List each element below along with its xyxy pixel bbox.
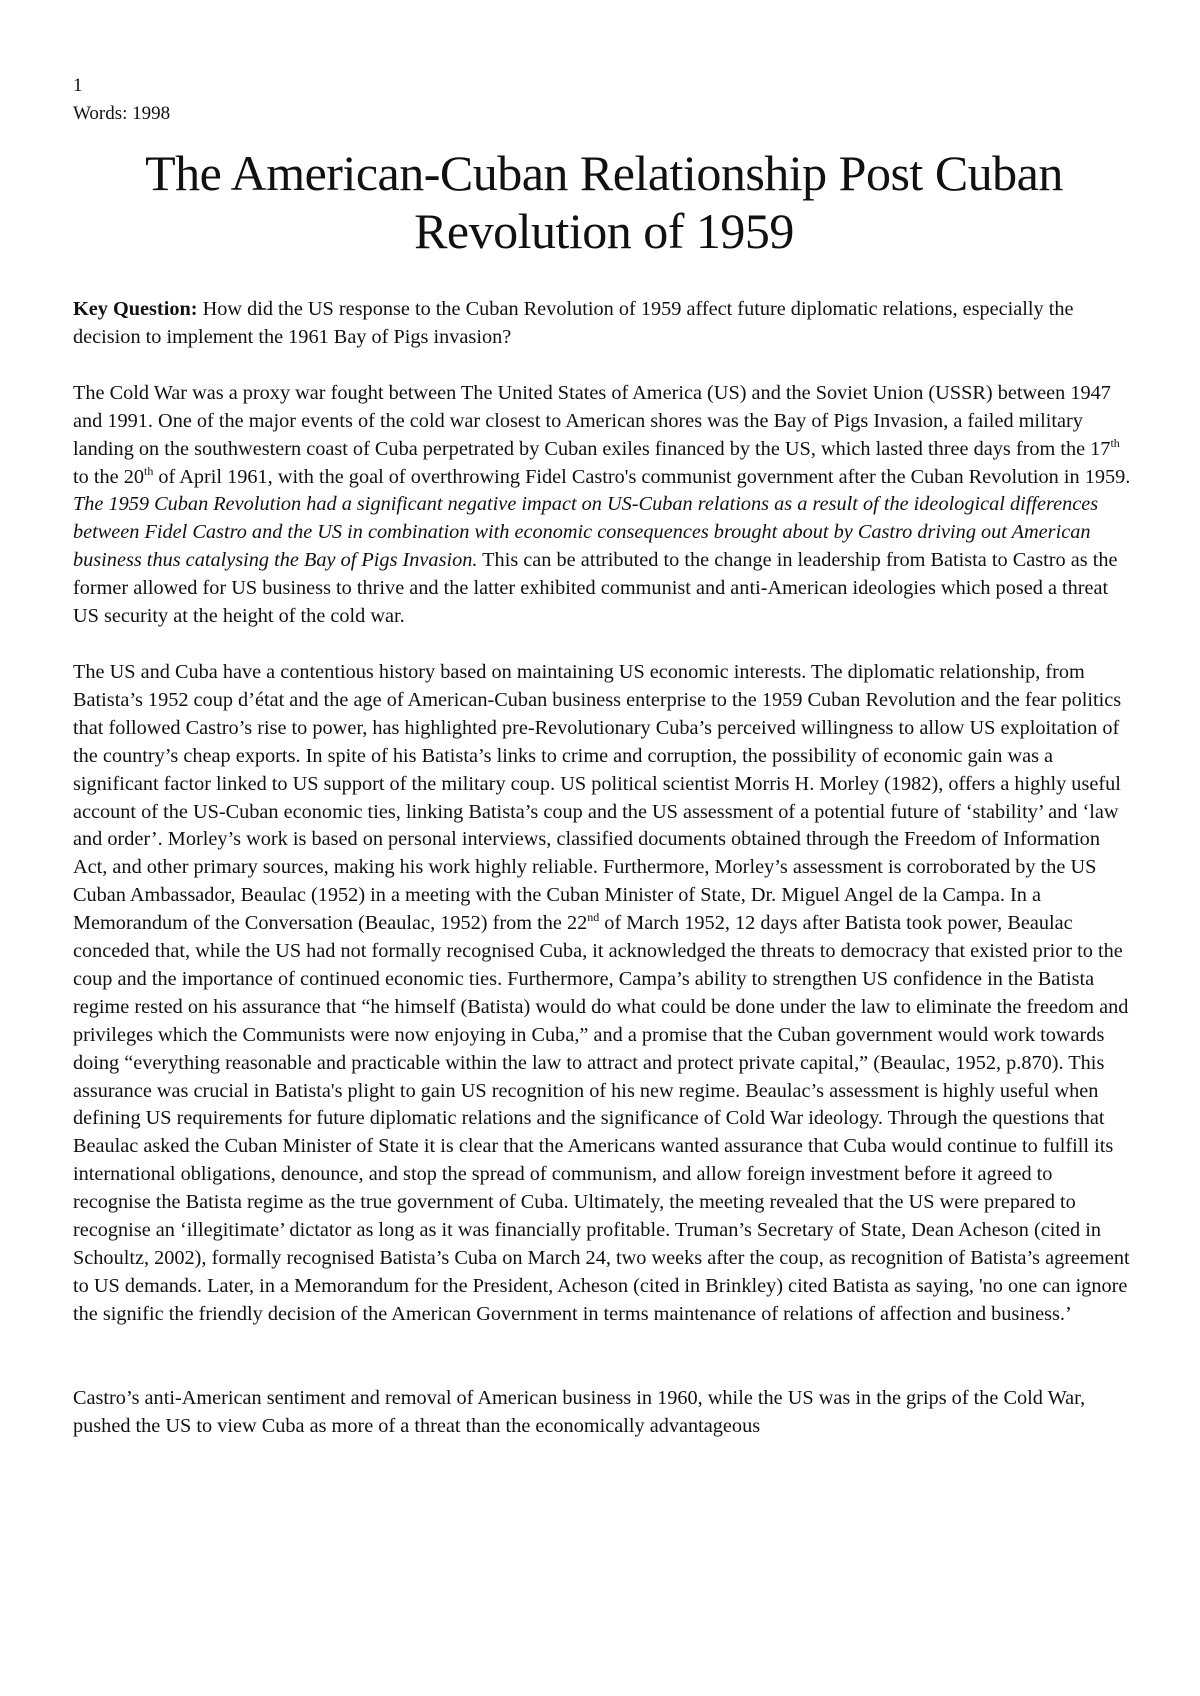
intro-text-c: of April 1961, with the goal of overthrowing Fidel Castro's communist government after the Cuban Revolution in 1959. [153, 465, 1131, 488]
history-text-b: of March 1952, 12 days after Batista took power, Beaulac conceded that, while the US had not formally recognised Cuba, it acknowledged the threats to democracy that existed prior to the coup and the importance of continued economic ties. Furthermore, Campa’s ability to strengthen US confidence in the Batista regime rested on his assurance that “he himself (Batista) would do what could be done under the law to eliminate the freedom and privileges which the Communists were now enjoying in Cuba,” and a promise that the Cuban government would work towards doing “everything reasonable and practicable within the law to attract and protect private capital,” (Beaulac, 1952, p.870). This assurance was crucial in Batista's plight to gain US recognition of his new regime. Beaulac’s assessment is highly useful when defining US requirements for future diplomatic relations and the significance of Cold War ideology. Through the questions that Beaulac asked the Cuban Minister of State it is clear that the Americans wanted assurance that Cuba would continue to fulfill its international obligations, denounce, and stop the spread of communism, and allow foreign investment before it agreed to recognise the Batista regime as the true government of Cuba. Ultimately, the meeting revealed that the US were prepared to recognise an ‘illegitimate’ dictator as long as it was financially profitable. Truman’s Secretary of State, Dean Acheson (cited in Schoultz, 2002), formally recognised Batista’s Cuba on March 24, two weeks after the coup, as recognition of Batista’s agreement to US demands. Later, in a Memorandum for the President, Acheson (cited in Brinkley) cited Batista as saying, 'no one can ignore the signific the friendly decision of the American Government in terms maintenance of relations of affection and business.’ [73, 912, 1130, 1325]
document-title: The American-Cuban Relationship Post Cuban Revolution of 1959 [145, 145, 1063, 259]
castro-paragraph: Castro’s anti-American sentiment and removal of American business in 1960, while the US was in the grips of the Cold War, pushed the US to view Cuba as more of a threat than the economically advantageous [73, 1386, 1086, 1437]
page-number: 1 [73, 75, 83, 96]
ordinal-suffix: th [143, 463, 154, 478]
history-paragraph [73, 659, 1135, 1329]
word-count: Words: 1998 [73, 103, 171, 124]
key-question [73, 296, 1135, 352]
intro-text-a: The Cold War was a proxy war fought between The United States of America (US) and the Soviet Union (USSR) between 1947 and 1991. One of the major events of the cold war closest to American shores was the Bay of Pigs Invasion, a failed military landing on the southwestern coast of Cuba perpetrated by Cuban exiles financed by the US, which lasted three days from the 17 [73, 381, 1111, 460]
ordinal-suffix: nd [587, 910, 600, 925]
thesis-statement: The 1959 Cuban Revolution had a significant negative impact on US-Cuban relations as a result of the ideological differences between Fidel Castro and the US in combination with economic consequences brought about by Castro driving out American business thus catalysing the Bay of Pigs Invasion. [73, 493, 1099, 572]
history-text-a: The US and Cuba have a contentious history based on maintaining US economic interests. The diplomatic relationship, from Batista’s 1952 coup d’état and the age of American-Cuban business enterprise to the 1959 Cuban Revolution and the fear politics that followed Castro’s rise to power, has highlighted pre-Revolutionary Cuba’s perceived willingness to allow US exploitation of the country’s cheap exports. In spite of his Batista’s links to crime and corruption, the possibility of economic gain was a significant factor linked to US support of the military coup. US political scientist Morris H. Morley (1982), offers a highly useful account of the US-Cuban economic ties, linking Batista’s coup and the US assessment of a potential future of ‘stability’ and ‘law and order’. Morley’s work is based on personal interviews, classified documents obtained through the Freedom of Information Act, and other primary sources, making his work highly reliable. Furthermore, Morley’s assessment is corroborated by the US Cuban Ambassador, Beaulac (1952) in a meeting with the Cuban Minister of State, Dr. Miguel Angel de la Campa. In a Memorandum of the Conversation (Beaulac, 1952) from the 22 [73, 660, 1122, 935]
key-question-text: How did the US response to the Cuban Revolution of 1959 affect future diplomatic relations, especially the decision to implement the 1961 Bay of Pigs invasion? [73, 298, 1074, 348]
ordinal-suffix: th [1110, 435, 1120, 450]
intro-text-b: to the 20 [73, 465, 144, 488]
intro-text-d: This can be attributed to the change in leadership from Batista to Castro as the former allowed for US business to thrive and the latter exhibited communist and anti-American ideologies which posed a threat US security at the height of the cold war. [73, 549, 1118, 628]
document-page [73, 72, 1135, 1441]
introduction-paragraph [73, 380, 1135, 631]
key-question-label: Key Question: [73, 298, 198, 320]
